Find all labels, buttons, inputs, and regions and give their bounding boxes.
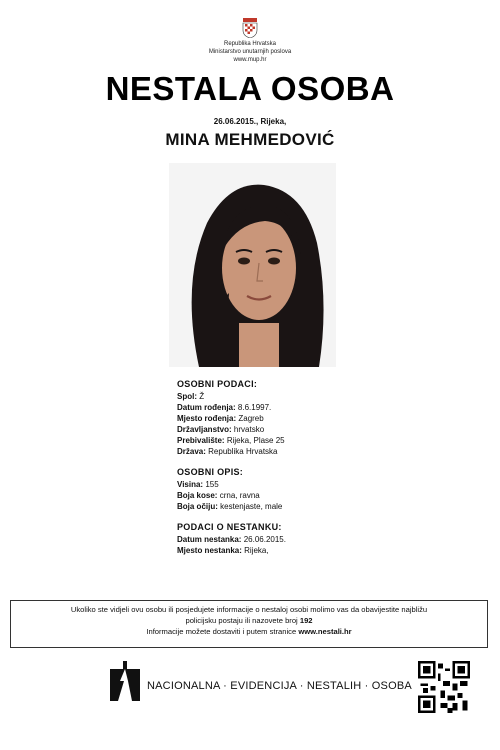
- info-row: Boja kose: crna, ravna: [177, 491, 260, 500]
- info-row: Visina: 155: [177, 480, 219, 489]
- info-row: Boja očiju: kestenjaste, male: [177, 502, 283, 511]
- contact-notice: [10, 600, 488, 648]
- description-heading: OSOBNI OPIS:: [177, 467, 244, 477]
- info-row: Datum rođenja: 8.6.1997.: [177, 403, 272, 412]
- page-title: NESTALA OSOBA: [105, 70, 395, 107]
- info-row: Država: Republika Hrvatska: [177, 447, 278, 456]
- info-row: Datum nestanka: 26.06.2015.: [177, 535, 286, 544]
- info-row: Državljanstvo: hrvatsko: [177, 425, 265, 434]
- person-name: MINA MEHMEDOVIĆ: [165, 130, 335, 149]
- disappearance-heading: PODACI O NESTANKU:: [177, 522, 282, 532]
- emergency-number: 192: [299, 616, 313, 625]
- info-panel: [177, 379, 437, 566]
- description-section: [177, 467, 437, 512]
- nen-logo-icon: [110, 661, 140, 701]
- info-row: Prebivalište: Rijeka, Plase 25: [177, 436, 285, 445]
- notice-line-3: Informacije možete dostaviti i putem stranice www.nestali.hr: [146, 627, 352, 636]
- personal-data-heading: OSOBNI PODACI:: [177, 379, 258, 389]
- footer-brand: NACIONALNA · EVIDENCIJA · NESTALIH · OSOBA: [147, 680, 412, 692]
- header-website[interactable]: www.mup.hr: [233, 57, 267, 63]
- personal-data-section: [177, 379, 437, 457]
- notice-line-1: Ukoliko ste vidjeli ovu osobu ili posjedujete informacije o nestaloj osobi molimo vas da obavijestite najbližu: [70, 605, 428, 614]
- ministry-header: [0, 18, 500, 64]
- person-photo: [169, 163, 336, 367]
- disappearance-section: [177, 522, 437, 556]
- coat-of-arms-icon: [241, 18, 259, 38]
- header-ministry: Ministarstvo unutarnjih poslova: [208, 49, 292, 55]
- nestali-link[interactable]: www.nestali.hr: [298, 627, 352, 636]
- info-row: Mjesto nestanka: Rijeka,: [177, 546, 269, 555]
- footer: [0, 655, 500, 725]
- header-country: Republika Hrvatska: [223, 41, 277, 47]
- date-place: 26.06.2015., Rijeka,: [213, 117, 287, 126]
- notice-line-2: policijsku postaju ili nazovete broj 192: [185, 616, 313, 625]
- info-row: Mjesto rođenja: Zagreb: [177, 414, 264, 423]
- info-row: Spol: Ž: [177, 392, 205, 401]
- qr-code-icon[interactable]: [418, 661, 470, 713]
